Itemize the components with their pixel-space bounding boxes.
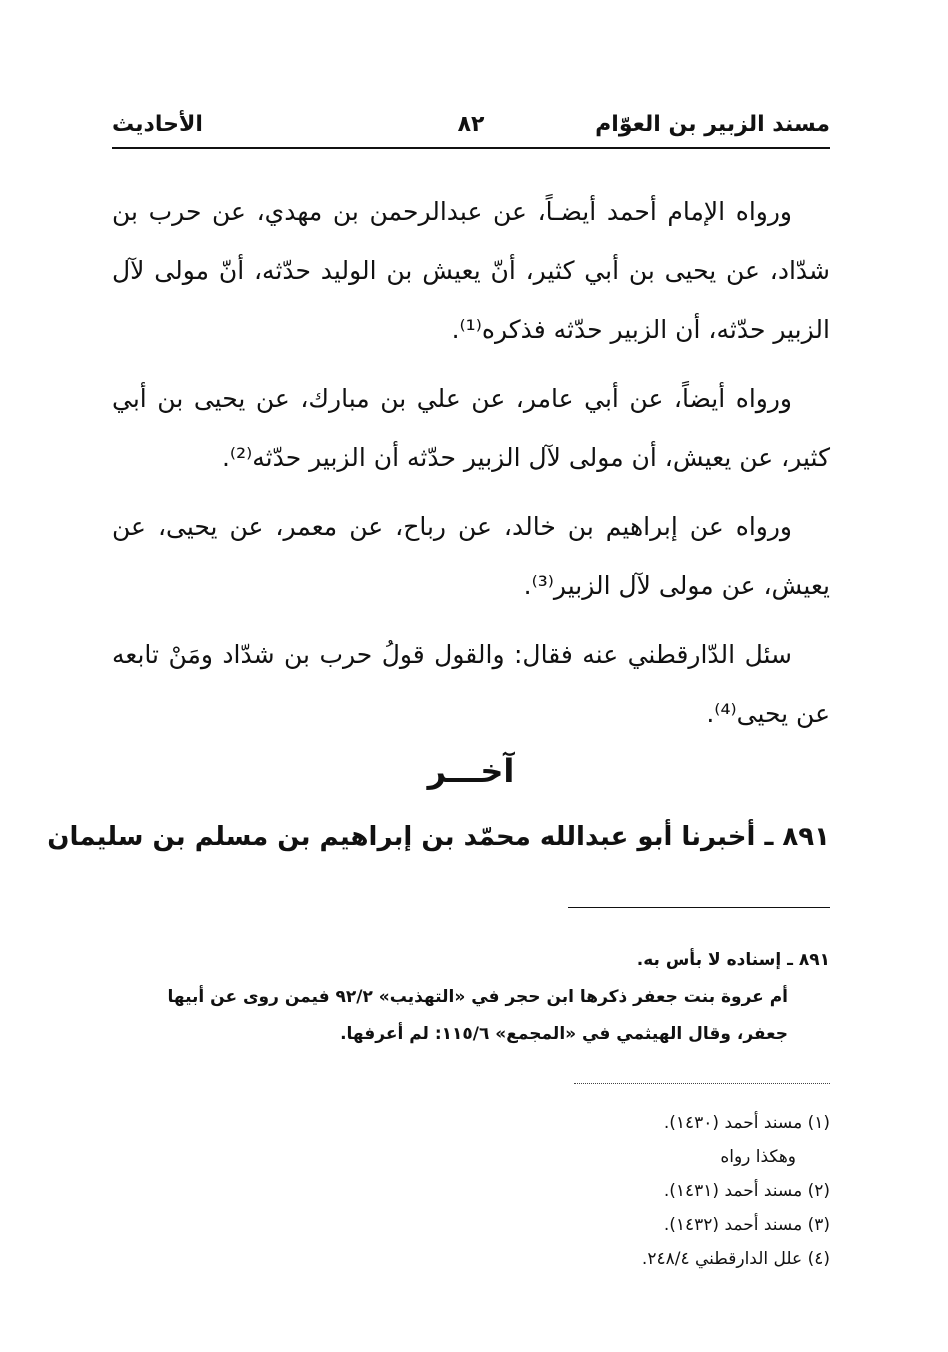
paragraph-2: ورواه أيضاً، عن أبي عامر، عن علي بن مبارك، عن يحيى بن أبي كثير، عن يعيش، أن مولى لآل الزبير حدّثه أن الزبير حدّثه⁽²⁾. (112, 384, 830, 472)
page-number: ٨٢ (457, 112, 485, 137)
book-title: مسند الزبير بن العوّام (595, 112, 830, 137)
hadith-commentary (112, 942, 830, 1053)
footnote-3: (٣) مسند أحمد (١٤٣٢). (663, 1215, 830, 1235)
commentary-line-3: جعفر، وقال الهيثمي في «المجمع» ١١٥/٦: لم أعرفها. (340, 1024, 788, 1044)
paragraph-1: ورواه الإمام أحمد أيضـاً، عن عبدالرحمن بن مهدي، عن حرب بن شدّاد، عن يحيى بن أبي كثير، أنّ يعيش بن الوليد حدّثه، أنّ مولى لآل الزبير حدّثه، أن الزبير حدّثه فذكره⁽¹⁾. (112, 197, 830, 344)
footnotes (112, 1106, 830, 1276)
paragraph-4: سئل الدّارقطني عنه فقال: والقول قولُ حرب بن شدّاد ومَنْ تابعه عن يحيى⁽⁴⁾. (112, 640, 830, 728)
footnote-1: (١) مسند أحمد (١٤٣٠). (663, 1113, 830, 1133)
commentary-line-2: أم عروة بنت جعفر ذكرها ابن حجر في «التهذيب» ٩٢/٢ فيمن روى عن أبيها (167, 987, 788, 1007)
footnote-4: (٤) علل الدارقطني ٢٤٨/٤. (641, 1249, 830, 1269)
main-text (112, 182, 830, 753)
section-heading: آخـــر (427, 752, 515, 790)
running-header (112, 108, 830, 144)
commentary-line-1: ٨٩١ ـ إسناده لا بأس به. (636, 950, 830, 970)
footnote-divider-dotted (574, 1083, 830, 1084)
section-name: الأحاديث (112, 112, 203, 137)
hadith-opening-line: ٨٩١ ـ أخبرنا أبو عبدالله محمّد بن إبراهيم بن مسلم بن سليمان (47, 822, 830, 852)
footnote-1-continuation: وهكذا رواه (720, 1147, 796, 1167)
paragraph-3: ورواه عن إبراهيم بن خالد، عن رباح، عن معمر، عن يحيى، عن يعيش، عن مولى لآل الزبير⁽³⁾. (112, 512, 830, 600)
footnote-2: (٢) مسند أحمد (١٤٣١). (663, 1181, 830, 1201)
footnote-divider-solid (568, 907, 830, 908)
header-divider (112, 147, 830, 149)
